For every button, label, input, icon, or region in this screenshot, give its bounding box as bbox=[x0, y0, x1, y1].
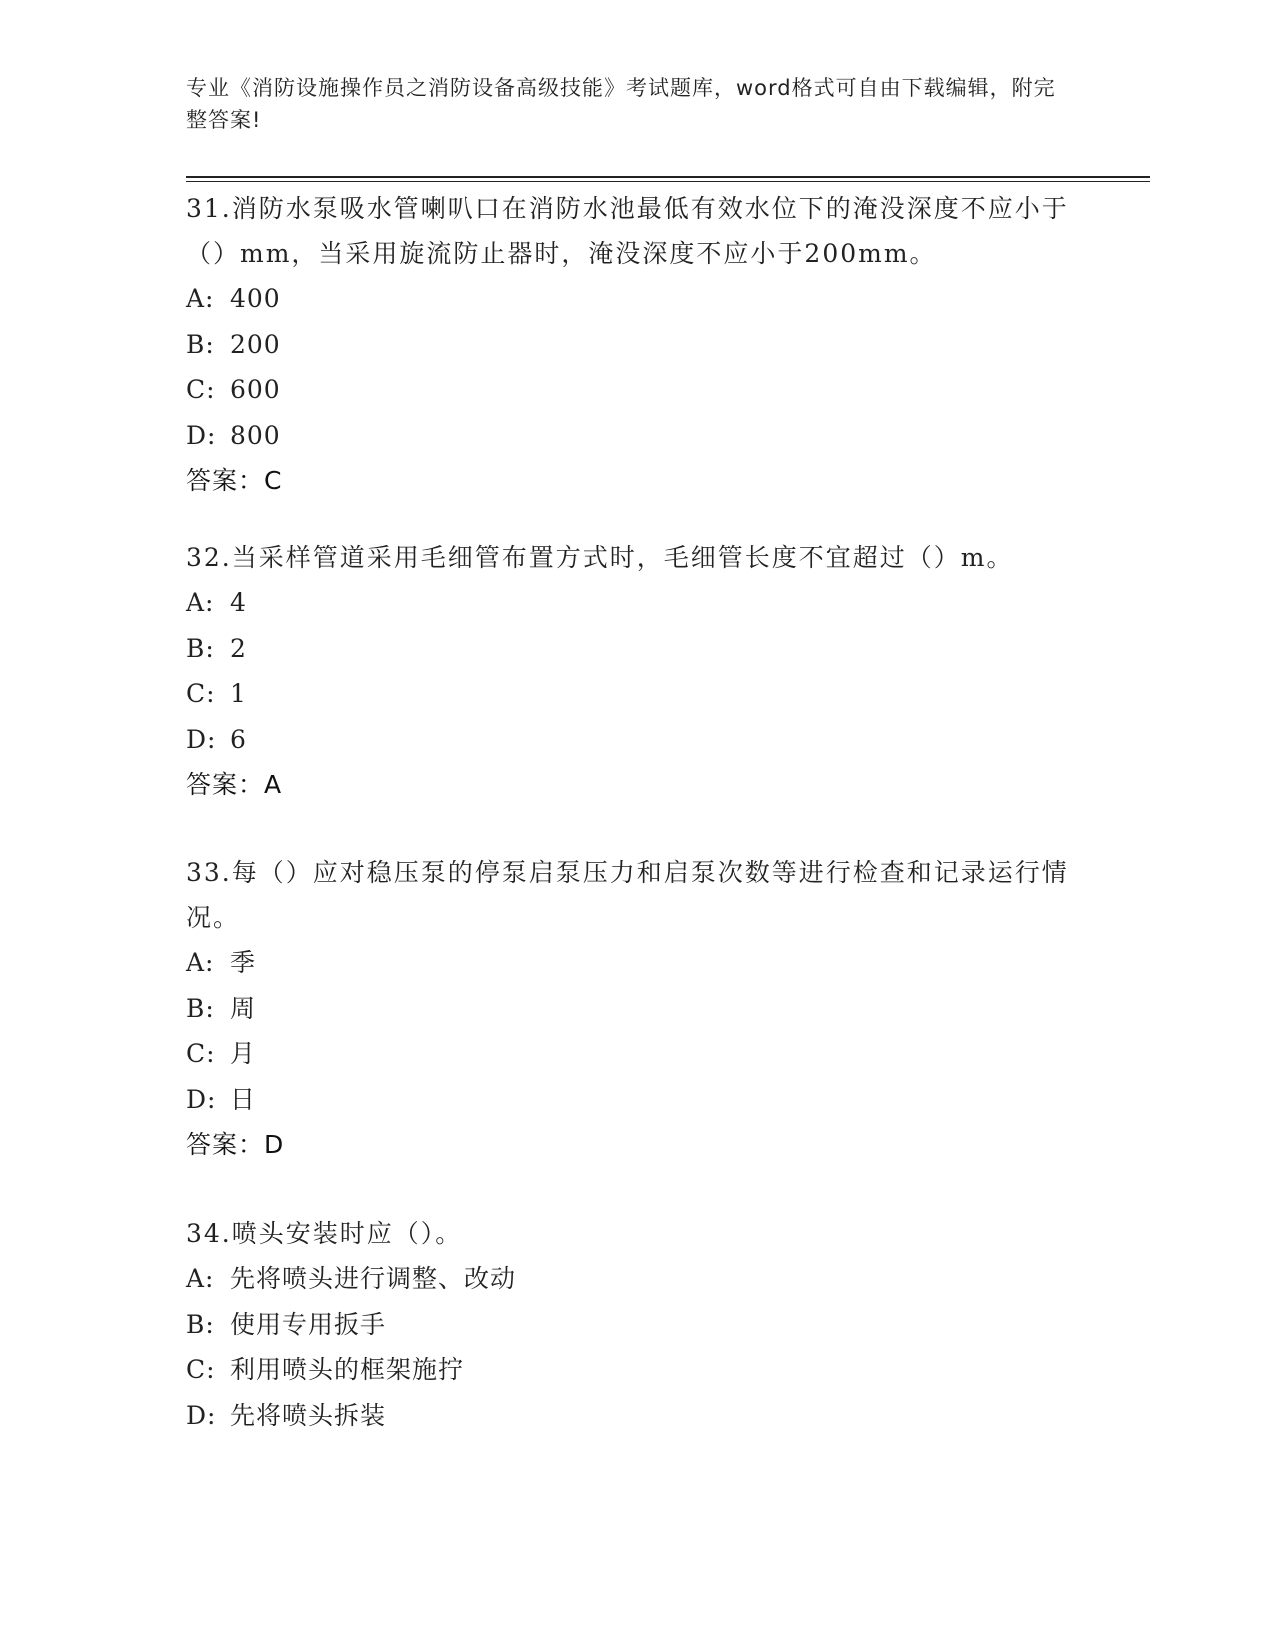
document-header: 专业《消防设施操作员之消防设备高级技能》考试题库，word格式可自由下载编辑，附完整答案! bbox=[186, 76, 1056, 132]
option-text: 2 bbox=[230, 633, 247, 663]
option-d bbox=[186, 1393, 1086, 1439]
answer-text: 答案：A bbox=[186, 770, 283, 799]
option-text: 月 bbox=[230, 1039, 257, 1068]
option-a bbox=[186, 580, 1086, 626]
option-b bbox=[186, 1302, 1086, 1348]
option-text: 600 bbox=[230, 375, 281, 404]
option-text: 800 bbox=[230, 420, 281, 450]
option-key: D: bbox=[186, 1400, 217, 1430]
option-key: A: bbox=[186, 588, 215, 617]
option-text: 1 bbox=[230, 679, 247, 708]
question-stem: 32.当采样管道采用毛细管布置方式时，毛细管长度不宜超过（）m。 bbox=[186, 543, 1014, 572]
option-d bbox=[186, 1077, 1086, 1123]
question-34 bbox=[186, 1211, 1086, 1438]
option-text: 利用喷头的框架施拧 bbox=[230, 1355, 465, 1384]
option-key: C: bbox=[186, 375, 216, 404]
question-stem: 33.每（）应对稳压泵的停泵启泵压力和启泵次数等进行检查和记录运行情况。 bbox=[186, 858, 1069, 932]
option-a bbox=[186, 276, 1086, 322]
question-33 bbox=[186, 850, 1086, 1167]
option-b bbox=[186, 322, 1086, 368]
option-key: B: bbox=[186, 1309, 215, 1339]
option-key: D: bbox=[186, 1084, 217, 1114]
option-text: 400 bbox=[230, 284, 281, 313]
option-text: 使用专用扳手 bbox=[230, 1309, 387, 1339]
question-stem: 34.喷头安装时应（）。 bbox=[186, 1219, 463, 1248]
option-key: A: bbox=[186, 1264, 215, 1293]
option-key: B: bbox=[186, 993, 215, 1023]
option-b bbox=[186, 626, 1086, 672]
answer-text: 答案：D bbox=[186, 1130, 285, 1159]
option-key: C: bbox=[186, 679, 216, 708]
option-text: 200 bbox=[230, 329, 281, 359]
option-text: 6 bbox=[230, 724, 247, 754]
question-32 bbox=[186, 535, 1086, 807]
option-c bbox=[186, 1347, 1086, 1393]
option-key: D: bbox=[186, 724, 217, 754]
option-c bbox=[186, 367, 1086, 413]
option-key: D: bbox=[186, 420, 217, 450]
option-text: 周 bbox=[230, 993, 257, 1023]
option-text: 先将喷头进行调整、改动 bbox=[230, 1264, 517, 1293]
option-key: B: bbox=[186, 329, 215, 359]
question-31 bbox=[186, 186, 1086, 503]
option-key: B: bbox=[186, 633, 215, 663]
option-d bbox=[186, 717, 1086, 763]
option-text: 日 bbox=[230, 1084, 257, 1114]
option-key: A: bbox=[186, 948, 215, 977]
option-d bbox=[186, 413, 1086, 459]
answer-text: 答案：C bbox=[186, 466, 283, 495]
header-divider-thin bbox=[186, 181, 1150, 182]
question-stem: 31.消防水泵吸水管喇叭口在消防水池最低有效水位下的淹没深度不应小于（）mm，当采用旋流防止器时，淹没深度不应小于200mm。 bbox=[186, 194, 1069, 268]
option-c bbox=[186, 671, 1086, 717]
option-key: A: bbox=[186, 284, 215, 313]
header-divider-thick bbox=[186, 176, 1150, 178]
option-a bbox=[186, 940, 1086, 986]
option-text: 季 bbox=[230, 948, 257, 977]
option-b bbox=[186, 986, 1086, 1032]
option-key: C: bbox=[186, 1039, 216, 1068]
option-key: C: bbox=[186, 1355, 216, 1384]
option-c bbox=[186, 1031, 1086, 1077]
option-text: 先将喷头拆装 bbox=[230, 1400, 387, 1430]
option-text: 4 bbox=[230, 588, 247, 617]
option-a bbox=[186, 1256, 1086, 1302]
